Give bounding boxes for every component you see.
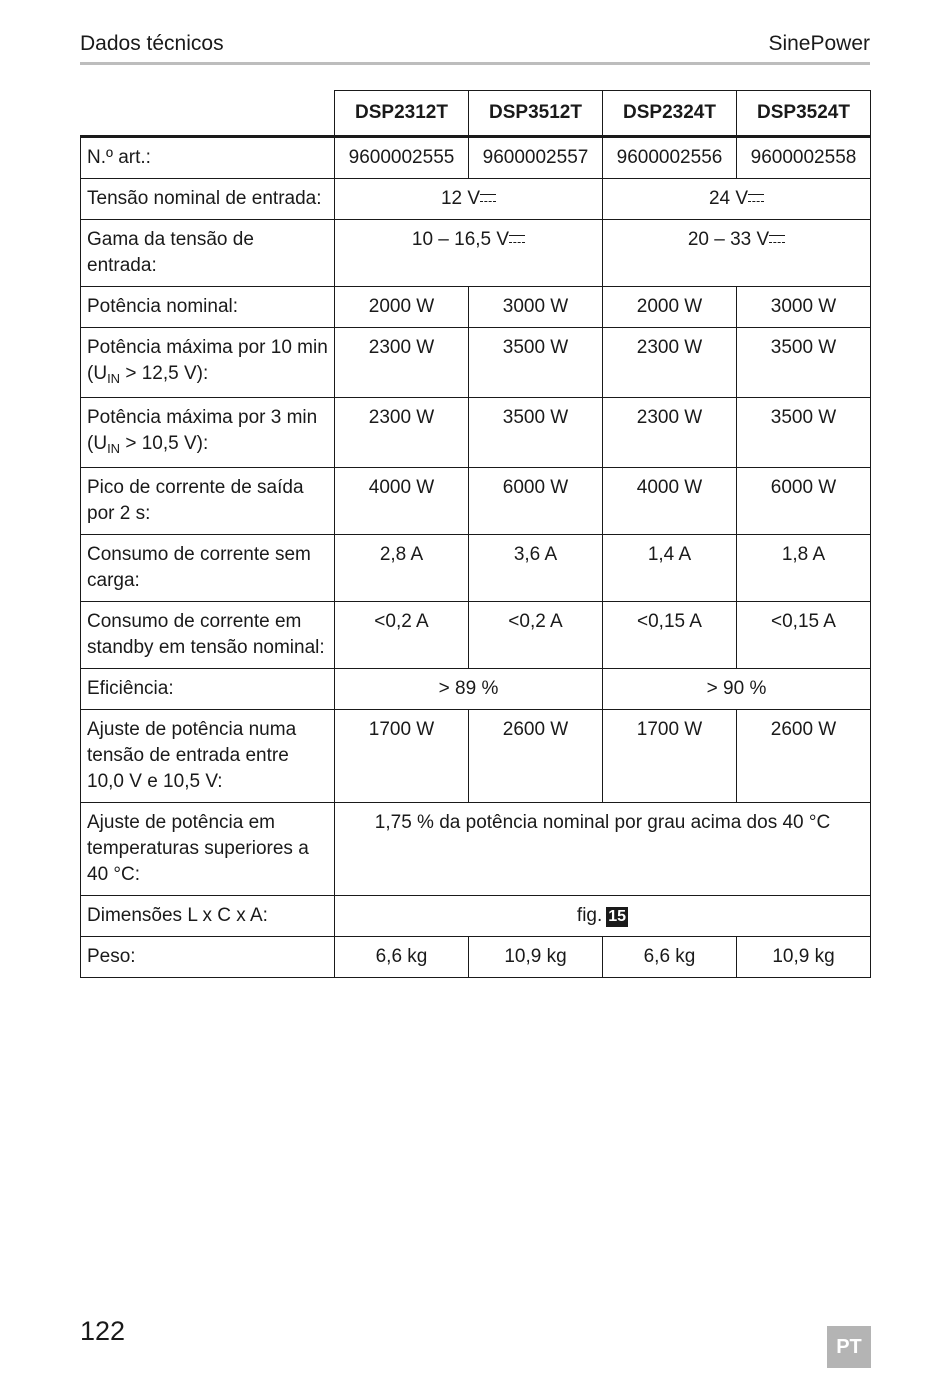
cell-value: 3500 W bbox=[469, 328, 603, 398]
dc-symbol-icon bbox=[769, 235, 785, 243]
label-text: > 12,5 V): bbox=[120, 363, 209, 384]
table-row bbox=[81, 287, 871, 328]
cell-value: 2300 W bbox=[603, 328, 737, 398]
table-row bbox=[81, 328, 871, 398]
row-label: Pico de corrente de saída por 2 s: bbox=[81, 468, 335, 535]
cell-value: 6000 W bbox=[737, 468, 871, 535]
cell-value: > 90 % bbox=[603, 669, 871, 710]
cell-value: 6000 W bbox=[469, 468, 603, 535]
cell-value: 3500 W bbox=[737, 398, 871, 468]
cell-value: 1,4 A bbox=[603, 535, 737, 602]
cell-value: <0,2 A bbox=[469, 602, 603, 669]
cell-value: 3500 W bbox=[737, 328, 871, 398]
dc-symbol-icon bbox=[509, 235, 525, 243]
cell-value bbox=[335, 179, 603, 220]
table-row bbox=[81, 179, 871, 220]
row-label: Dimensões L x C x A: bbox=[81, 896, 335, 937]
cell-value: 9600002556 bbox=[603, 137, 737, 179]
cell-value: 2600 W bbox=[469, 710, 603, 803]
table-row bbox=[81, 803, 871, 896]
cell-value: > 89 % bbox=[335, 669, 603, 710]
figure-ref-text: fig. bbox=[576, 905, 603, 926]
label-subscript: IN bbox=[107, 441, 121, 456]
cell-value: 1,75 % da potência nominal por grau acima dos 40 °C bbox=[335, 803, 871, 896]
table-row bbox=[81, 937, 871, 978]
cell-value: 4000 W bbox=[603, 468, 737, 535]
section-title: Dados técnicos bbox=[80, 32, 224, 55]
cell-value bbox=[603, 179, 871, 220]
table-row bbox=[81, 398, 871, 468]
row-label: Consumo de corrente sem carga: bbox=[81, 535, 335, 602]
label-text: Potência máxima por 10 min (U bbox=[87, 337, 328, 384]
header-blank-cell bbox=[81, 91, 335, 137]
cell-value: 1700 W bbox=[335, 710, 469, 803]
row-label bbox=[81, 328, 335, 398]
table-row bbox=[81, 669, 871, 710]
row-label bbox=[81, 398, 335, 468]
table-row bbox=[81, 710, 871, 803]
model-header: DSP2324T bbox=[603, 91, 737, 137]
cell-value: 1700 W bbox=[603, 710, 737, 803]
cell-value: 3000 W bbox=[737, 287, 871, 328]
value-text: 20 – 33 V bbox=[687, 229, 770, 250]
cell-value: 2600 W bbox=[737, 710, 871, 803]
model-header-row bbox=[81, 91, 871, 137]
cell-value: 3000 W bbox=[469, 287, 603, 328]
row-label: Tensão nominal de entrada: bbox=[81, 179, 335, 220]
cell-value: 9600002558 bbox=[737, 137, 871, 179]
cell-value: 3,6 A bbox=[469, 535, 603, 602]
row-label: Gama da tensão de entrada: bbox=[81, 220, 335, 287]
table-row bbox=[81, 468, 871, 535]
cell-value: 3500 W bbox=[469, 398, 603, 468]
cell-value: 6,6 kg bbox=[335, 937, 469, 978]
table-row bbox=[81, 535, 871, 602]
row-label: Consumo de corrente em standby em tensão nominal: bbox=[81, 602, 335, 669]
cell-value: 10,9 kg bbox=[737, 937, 871, 978]
cell-value: 2300 W bbox=[603, 398, 737, 468]
table-row bbox=[81, 896, 871, 937]
cell-value: <0,15 A bbox=[737, 602, 871, 669]
cell-value: 2000 W bbox=[603, 287, 737, 328]
label-subscript: IN bbox=[107, 371, 121, 386]
cell-value bbox=[335, 896, 871, 937]
table-row bbox=[81, 220, 871, 287]
page-header bbox=[80, 30, 870, 65]
value-text: 12 V bbox=[440, 188, 481, 209]
row-label: N.º art.: bbox=[81, 137, 335, 179]
value-text: 10 – 16,5 V bbox=[411, 229, 510, 250]
label-text: Potência máxima por 3 min (U bbox=[87, 407, 318, 454]
cell-value: 6,6 kg bbox=[603, 937, 737, 978]
product-name: SinePower bbox=[768, 32, 870, 55]
cell-value: <0,15 A bbox=[603, 602, 737, 669]
cell-value: 4000 W bbox=[335, 468, 469, 535]
cell-value: <0,2 A bbox=[335, 602, 469, 669]
figure-number-badge: 15 bbox=[608, 908, 627, 925]
cell-value bbox=[335, 220, 603, 287]
model-header: DSP2312T bbox=[335, 91, 469, 137]
row-label: Eficiência: bbox=[81, 669, 335, 710]
cell-value: 2,8 A bbox=[335, 535, 469, 602]
technical-data-table bbox=[80, 90, 871, 978]
value-text: 24 V bbox=[708, 188, 749, 209]
row-label: Ajuste de potência numa tensão de entrada entre 10,0 V e 10,5 V: bbox=[81, 710, 335, 803]
cell-value: 2300 W bbox=[335, 328, 469, 398]
cell-value: 9600002557 bbox=[469, 137, 603, 179]
dc-symbol-icon bbox=[748, 194, 764, 202]
label-text: > 10,5 V): bbox=[120, 433, 209, 454]
cell-value: 2300 W bbox=[335, 398, 469, 468]
language-badge: PT bbox=[827, 1326, 871, 1368]
dc-symbol-icon bbox=[480, 194, 496, 202]
cell-value: 1,8 A bbox=[737, 535, 871, 602]
table-row bbox=[81, 137, 871, 179]
row-label: Potência nominal: bbox=[81, 287, 335, 328]
cell-value: 2000 W bbox=[335, 287, 469, 328]
cell-value bbox=[603, 220, 871, 287]
page-number: 122 bbox=[80, 1316, 126, 1346]
model-header: DSP3524T bbox=[737, 91, 871, 137]
row-label: Ajuste de potência em temperaturas superiores a 40 °C: bbox=[81, 803, 335, 896]
cell-value: 9600002555 bbox=[335, 137, 469, 179]
model-header: DSP3512T bbox=[469, 91, 603, 137]
cell-value: 10,9 kg bbox=[469, 937, 603, 978]
row-label: Peso: bbox=[81, 937, 335, 978]
table-row bbox=[81, 602, 871, 669]
